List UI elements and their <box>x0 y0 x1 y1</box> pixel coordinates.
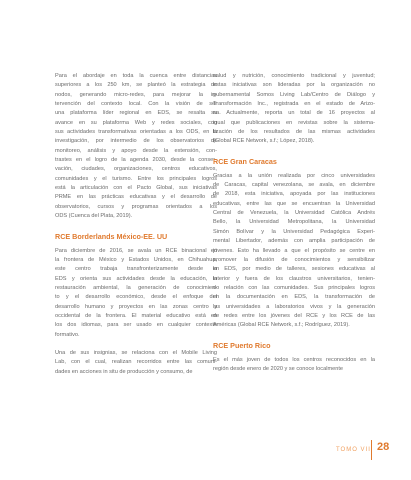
text-line: trastes en el logro de la agenda 2030, desde la conser- <box>55 157 217 164</box>
page-number: 28 <box>377 441 390 453</box>
text-line: igual que publicaciones en revistas sobre la sistema- <box>213 119 375 126</box>
text-line: avance en su plataforma Web y redes sociales, con <box>55 119 217 126</box>
text-line: educativas, entre las que se encuentran la Universidad <box>213 200 375 207</box>
text-line: investigación, por intermedio de los observatorios de <box>55 138 217 145</box>
text-line: Es el más joven de todos los centros reconocidos en la <box>213 356 375 363</box>
footer-volume-label: TOMO VII <box>336 447 371 453</box>
left-paragraph-3 <box>55 349 217 377</box>
text-line: formativo. <box>55 331 80 338</box>
text-line: to y el desarrollo económico, desde el enfoque del <box>55 294 217 301</box>
text-line: en la documentación en EDS, la transformación de <box>213 294 375 301</box>
text-line: Bello, la Universidad Metropolitana, la Universidad <box>213 219 375 226</box>
text-line: promover la difusión de conocimientos y sensibilizar <box>213 256 375 263</box>
text-line: Para diciembre de 2016, se avala un RCE binacional en <box>55 247 217 254</box>
text-line: monitoreo, análisis y apoyo desde la extensión, con- <box>55 147 217 154</box>
text-line: Gracias a la unión realizada por cinco universidades <box>213 172 375 179</box>
right-column <box>213 72 375 374</box>
text-line: do relación con las comunidades. Sus principales logros <box>213 284 375 291</box>
right-paragraph-3 <box>213 356 375 375</box>
text-line: las universidades a laboratorios vivos y la generación <box>213 303 375 310</box>
text-line: una plataforma líder regional en EDS, se resalta su <box>55 110 217 117</box>
text-line: observatorios, cursos y programas orientados a los <box>55 203 217 210</box>
text-line: en EDS, por medio de talleres, sesiones educativas al <box>213 266 375 273</box>
text-line: región desde enero de 2020 y se conoce localmente <box>213 365 343 372</box>
text-line: este centro trabaja transfronterizamente desde la <box>55 266 217 273</box>
text-line: Américas (Global RCE Network, s.f.; Rodríguez, 2019). <box>213 322 350 329</box>
text-line: Lab, con el cual, realizan recorridos entre las comuni- <box>55 359 217 366</box>
text-line: Simón Bolívar y la Universidad Pedagógica Experi- <box>213 228 375 235</box>
text-line: (Global RCE Network, s.f.; López, 2018). <box>213 138 315 145</box>
text-line: interior y fuera de los claustros universitarios, tenien- <box>213 275 375 282</box>
text-line: comunidades y el turismo. Entre los principales logros <box>55 175 217 182</box>
text-line: Transformación Inc., registrada en el estado de Arizo- <box>213 101 375 108</box>
text-line: occidental de la frontera. El material educativo está en <box>55 312 217 319</box>
text-line: estas iniciativas son lideradas por la organización no <box>213 82 375 89</box>
text-line: tervención del contexto local. Con la visión de ser <box>55 101 217 108</box>
section-heading-puerto-rico: RCE Puerto Rico <box>213 340 271 350</box>
text-line: mental Libertador, además con amplia participación de <box>213 238 375 245</box>
text-line: salud y nutrición, conocimiento tradicional y juventud; <box>213 73 375 79</box>
page-footer <box>0 437 411 477</box>
text-line: jóvenes. Esto ha llevado a que el propósito se centre en <box>213 247 375 254</box>
text-line: dades en acciones in situ de producción y consumo, de <box>55 368 193 375</box>
text-line: EDS y orienta sus actividades desde la educación, la <box>55 275 217 282</box>
text-line: gubernamental Somos Living Lab/Centro de Diálogo y <box>213 91 375 98</box>
right-paragraph-2 <box>213 172 375 331</box>
section-heading-gran-caracas: RCE Gran Caracas <box>213 156 277 166</box>
text-line: Central de Venezuela, la Universidad Católica Andrés <box>213 210 375 217</box>
text-line: de Caracas, capital venezolana, se avala, en diciembre <box>213 182 375 189</box>
text-line: sus actividades transformativas orientadas a los ODS, en la <box>55 129 217 136</box>
text-line: de redes entre los jóvenes del RCE y los RCE de las <box>213 312 375 319</box>
text-line: de 2018, esta iniciativa, apoyada por las instituciones <box>213 191 375 198</box>
text-line: está la articulación con el Pacto Global, sus iniciativas <box>55 185 217 192</box>
footer-divider <box>371 440 372 460</box>
text-line: desarrollo humano y proyectos en las zonas centro y <box>55 303 217 310</box>
text-line: restauración ambiental, la generación de conocimien- <box>55 284 217 291</box>
left-paragraph-2 <box>55 247 217 340</box>
text-line: na. Actualmente, reporta un total de 16 proyectos al <box>213 110 375 117</box>
text-line: nodos, generando micro-redes, para mejorar la in- <box>55 91 217 98</box>
text-line: los dos idiomas, para ser usado en cualquier contexto <box>55 322 217 329</box>
text-line: la frontera de México y Estados Unidos, en Chihuahua, <box>55 256 217 263</box>
left-column <box>55 72 217 377</box>
text-line: PRME en las prácticas educativas y el desarrollo de <box>55 194 217 201</box>
text-line: ODS (Cuenca del Plata, 2019). <box>55 213 133 220</box>
text-line: superiores a los 250 km, se planteó la estrategia de <box>55 82 217 89</box>
section-heading-borderlands: RCE Borderlands México-EE. UU <box>55 231 168 241</box>
text-line: tización de los resultados de las mismas actividades <box>213 129 375 136</box>
right-paragraph-1 <box>213 72 375 147</box>
text-line: Para el abordaje en toda la cuenca entre distancias <box>55 73 217 79</box>
text-line: vación, ciudades, organizaciones, centros educativos, <box>55 166 217 173</box>
left-paragraph-1 <box>55 72 217 222</box>
text-line: Una de sus insignias, se relaciona con el Mobile Living <box>55 349 217 356</box>
